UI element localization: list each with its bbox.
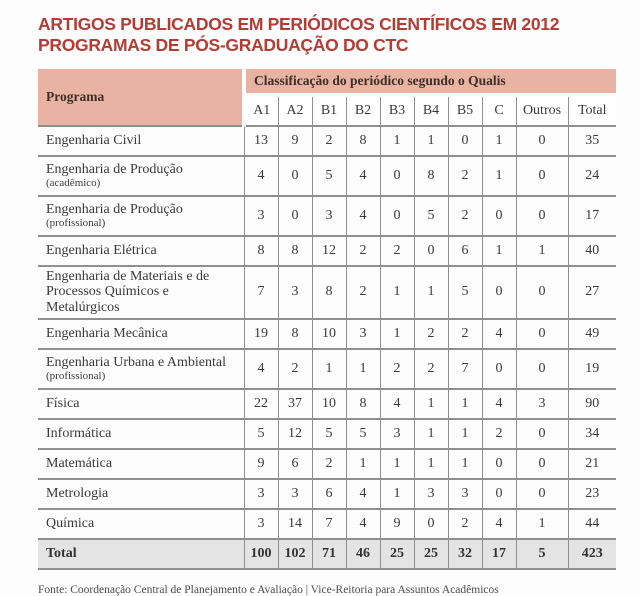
value-cell: 35 [568,126,616,156]
program-name: Engenharia de Materiais e de Processos Químicos e Metalúrgicos [46,268,210,316]
program-cell [38,389,244,419]
table-row [38,419,616,449]
total-row [38,539,616,569]
value-cell: 8 [414,156,448,196]
value-cell: 12 [312,236,346,266]
value-cell: 8 [278,319,312,349]
program-cell [38,126,244,156]
table-row [38,236,616,266]
value-cell: 1 [516,509,568,539]
program-cell [38,319,244,349]
value-cell: 3 [244,479,278,509]
program-name: Física [46,395,80,411]
table-row [38,319,616,349]
program-name: Engenharia Elétrica [46,242,157,258]
page-title-line1: ARTIGOS PUBLICADOS EM PERIÓDICOS CIENTÍFICOS EM 2012 [38,14,560,34]
total-value-cell: 423 [568,539,616,569]
value-cell: 2 [346,266,380,319]
value-cell: 3 [244,196,278,236]
value-cell: 0 [414,236,448,266]
value-cell: 0 [516,419,568,449]
value-cell: 3 [346,319,380,349]
value-cell: 2 [448,319,482,349]
value-cell: 1 [448,449,482,479]
column-header-c: C [482,95,516,126]
value-cell: 5 [346,419,380,449]
value-cell: 4 [482,509,516,539]
value-cell: 4 [346,196,380,236]
value-cell: 23 [568,479,616,509]
value-cell: 14 [278,509,312,539]
value-cell: 1 [414,389,448,419]
source-note: Fonte: Coordenação Central de Planejamento e Avaliação | Vice-Reitoria para Assuntos Acadêmicos [38,583,499,596]
value-cell: 6 [312,479,346,509]
program-name: Química [46,515,95,531]
value-cell: 0 [380,196,414,236]
value-cell: 1 [380,449,414,479]
column-header-b2: B2 [346,95,380,126]
value-cell: 0 [516,126,568,156]
program-name: Metrologia [46,485,109,501]
value-cell: 49 [568,319,616,349]
program-subtype: (profissional) [46,217,106,230]
value-cell: 5 [414,196,448,236]
table-row [38,449,616,479]
total-value-cell: 102 [278,539,312,569]
value-cell: 4 [346,479,380,509]
value-cell: 0 [414,509,448,539]
program-cell [38,419,244,449]
value-cell: 10 [312,389,346,419]
program-name: Informática [46,425,112,441]
value-cell: 0 [516,349,568,389]
total-value-cell: 25 [380,539,414,569]
value-cell: 0 [516,196,568,236]
value-cell: 4 [244,156,278,196]
value-cell: 9 [244,449,278,479]
value-cell: 0 [482,266,516,319]
value-cell: 8 [346,389,380,419]
program-name: Matemática [46,455,113,471]
column-header-b1: B1 [312,95,346,126]
value-cell: 1 [414,266,448,319]
value-cell: 0 [516,156,568,196]
value-cell: 1 [482,236,516,266]
value-cell: 2 [448,156,482,196]
table-row [38,196,616,236]
value-cell: 2 [312,126,346,156]
value-cell: 0 [482,349,516,389]
column-header-total: Total [568,95,616,126]
value-cell: 4 [244,349,278,389]
value-cell: 90 [568,389,616,419]
program-cell [38,479,244,509]
value-cell: 3 [516,389,568,419]
value-cell: 7 [448,349,482,389]
value-cell: 4 [346,509,380,539]
table-row [38,156,616,196]
value-cell: 0 [380,156,414,196]
value-cell: 24 [568,156,616,196]
value-cell: 1 [380,126,414,156]
value-cell: 0 [278,196,312,236]
value-cell: 8 [312,266,346,319]
program-cell [38,236,244,266]
value-cell: 10 [312,319,346,349]
total-label-cell: Total [38,539,244,569]
total-value-cell: 5 [516,539,568,569]
program-name: Engenharia de Produção [46,161,183,177]
value-cell: 1 [414,449,448,479]
value-cell: 2 [448,196,482,236]
column-header-outros: Outros [516,95,568,126]
value-cell: 1 [414,126,448,156]
value-cell: 2 [414,349,448,389]
column-header-b3: B3 [380,95,414,126]
value-cell: 17 [568,196,616,236]
total-value-cell: 17 [482,539,516,569]
value-cell: 7 [244,266,278,319]
value-cell: 1 [448,389,482,419]
program-subtype: (acadêmico) [46,177,101,190]
program-cell [38,509,244,539]
total-value-cell: 32 [448,539,482,569]
qualis-publications-table [38,69,616,570]
header-row-qualis [38,69,616,95]
column-header-b5: B5 [448,95,482,126]
qualis-group-header: Classificação do periódico segundo o Qualis [244,69,616,95]
value-cell: 0 [448,126,482,156]
value-cell: 5 [244,419,278,449]
value-cell: 12 [278,419,312,449]
value-cell: 4 [482,389,516,419]
value-cell: 1 [516,236,568,266]
value-cell: 3 [380,419,414,449]
value-cell: 37 [278,389,312,419]
value-cell: 0 [516,266,568,319]
value-cell: 34 [568,419,616,449]
column-header-b4: B4 [414,95,448,126]
value-cell: 8 [244,236,278,266]
value-cell: 1 [380,479,414,509]
value-cell: 2 [414,319,448,349]
value-cell: 5 [448,266,482,319]
value-cell: 27 [568,266,616,319]
value-cell: 1 [312,349,346,389]
value-cell: 8 [278,236,312,266]
value-cell: 0 [516,479,568,509]
value-cell: 1 [482,156,516,196]
program-cell [38,349,244,389]
value-cell: 5 [312,419,346,449]
program-cell [38,196,244,236]
value-cell: 4 [346,156,380,196]
value-cell: 4 [482,319,516,349]
value-cell: 9 [278,126,312,156]
value-cell: 19 [244,319,278,349]
value-cell: 1 [414,419,448,449]
value-cell: 2 [482,419,516,449]
value-cell: 1 [346,449,380,479]
value-cell: 3 [414,479,448,509]
value-cell: 2 [380,349,414,389]
program-name: Engenharia Mecânica [46,325,168,341]
total-value-cell: 25 [414,539,448,569]
program-column-header: Programa [38,69,244,126]
table-row [38,266,616,319]
value-cell: 1 [482,126,516,156]
program-name: Engenharia de Produção [46,201,183,217]
value-cell: 44 [568,509,616,539]
value-cell: 7 [312,509,346,539]
value-cell: 0 [516,449,568,479]
value-cell: 19 [568,349,616,389]
value-cell: 1 [380,266,414,319]
value-cell: 3 [278,266,312,319]
program-name: Engenharia Urbana e Ambiental [46,354,226,370]
program-cell [38,156,244,196]
value-cell: 1 [380,319,414,349]
program-cell [38,449,244,479]
value-cell: 3 [448,479,482,509]
value-cell: 8 [346,126,380,156]
value-cell: 4 [380,389,414,419]
value-cell: 0 [278,156,312,196]
total-value-cell: 71 [312,539,346,569]
value-cell: 0 [482,449,516,479]
value-cell: 13 [244,126,278,156]
total-value-cell: 100 [244,539,278,569]
value-cell: 3 [312,196,346,236]
program-subtype: (profissional) [46,370,106,383]
value-cell: 3 [278,479,312,509]
value-cell: 0 [482,479,516,509]
table-row [38,479,616,509]
value-cell: 1 [346,349,380,389]
value-cell: 5 [312,156,346,196]
table-row [38,349,616,389]
total-value-cell: 46 [346,539,380,569]
value-cell: 6 [448,236,482,266]
table-row [38,389,616,419]
column-header-a2: A2 [278,95,312,126]
value-cell: 9 [380,509,414,539]
value-cell: 2 [448,509,482,539]
table-row [38,509,616,539]
page-title [38,14,612,57]
column-header-a1: A1 [244,95,278,126]
value-cell: 6 [278,449,312,479]
value-cell: 2 [380,236,414,266]
page-title-line2: PROGRAMAS DE PÓS-GRADUAÇÃO DO CTC [38,35,409,56]
value-cell: 40 [568,236,616,266]
value-cell: 0 [516,319,568,349]
value-cell: 22 [244,389,278,419]
value-cell: 0 [482,196,516,236]
value-cell: 21 [568,449,616,479]
value-cell: 2 [346,236,380,266]
value-cell: 2 [278,349,312,389]
value-cell: 2 [312,449,346,479]
table-row [38,126,616,156]
value-cell: 1 [448,419,482,449]
program-cell [38,266,244,319]
value-cell: 3 [244,509,278,539]
program-name: Engenharia Civil [46,132,142,148]
